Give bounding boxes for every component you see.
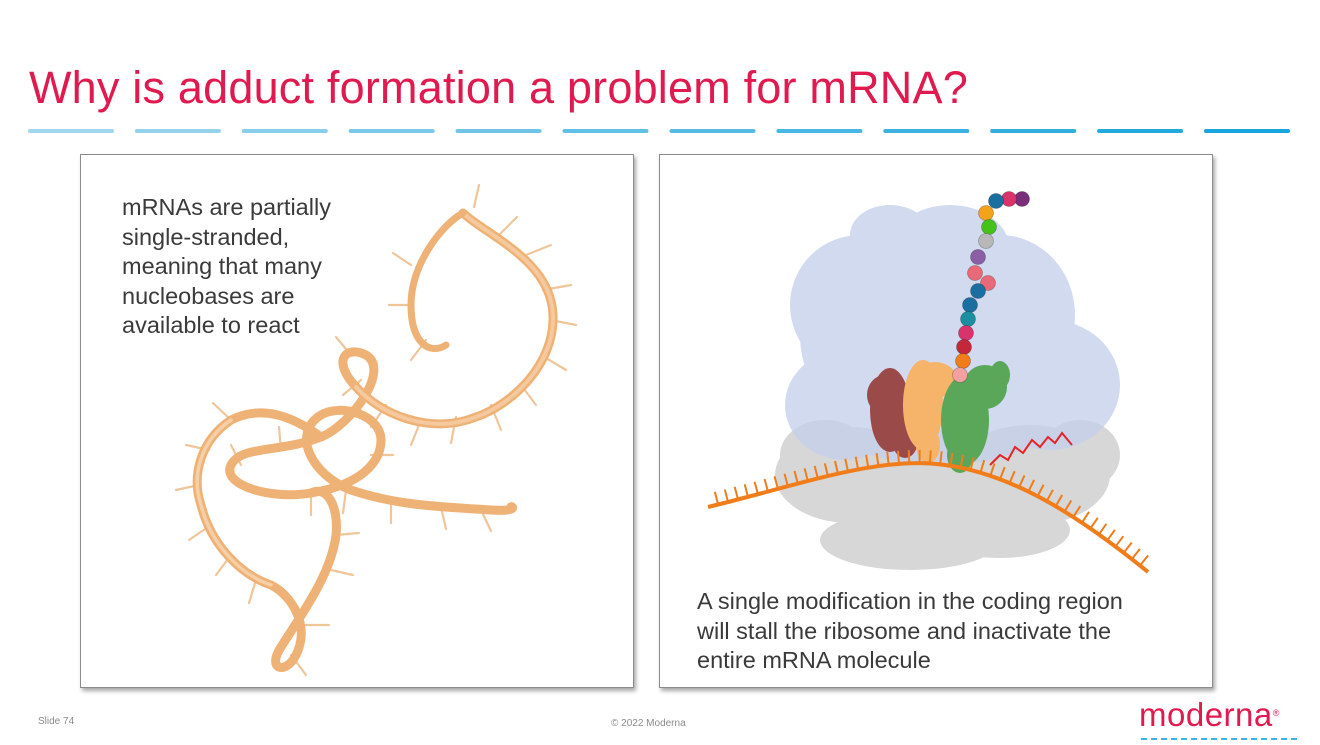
ribosome-panel [659,154,1213,688]
amino-acid-bead [971,284,986,299]
codon-tick [735,487,738,500]
rna-description [122,193,392,341]
text-line: mRNAs are partially [122,194,331,220]
nucleobase-tick [526,245,551,255]
divider-dash [990,129,1076,133]
text-line: available to react [122,312,300,338]
codon-tick [1140,555,1148,565]
codon-tick [1090,518,1097,529]
text-line: will stall the ribosome and inactivate the [697,617,1112,644]
codon-tick [1116,536,1124,546]
divider-dash [135,129,221,133]
divider-dash [1097,129,1183,133]
nucleobase-tick [331,570,353,575]
logo-dash [1231,738,1237,740]
divider-dash [456,129,542,133]
amino-acid-bead [956,354,971,369]
text-line: entire mRNA molecule [697,647,931,673]
amino-acid-bead [979,206,994,221]
logo-wordmark: moderna® [1139,696,1280,733]
divider-dash [670,129,756,133]
nucleobase-tick [499,217,517,235]
logo-dash [1151,738,1157,740]
amino-acid-bead [953,368,968,383]
nucleobase-tick [474,185,479,207]
logo-dash [1181,738,1187,740]
logo-dash [1211,738,1217,740]
divider-dash [776,129,862,133]
rna-structure-panel [80,154,634,688]
codon-tick [1107,530,1115,541]
logo-dash [1291,738,1297,740]
slide-title: Why is adduct formation a problem for mRNA? [29,62,968,113]
logo-dash [1221,738,1227,740]
logo-dash [1201,738,1207,740]
logo-dash [1191,738,1197,740]
copyright-notice: © 2022 Moderna [611,718,686,729]
codon-tick [930,450,931,463]
logo-underline [1141,737,1301,741]
divider-dash [28,129,114,133]
text-line: nucleobases are [122,282,295,309]
logo-dash [1281,738,1287,740]
text-line: A single modification in the coding region [697,588,1123,614]
codon-tick [715,492,718,505]
amino-acid-bead [961,312,976,327]
nucleobase-tick [343,490,346,513]
amino-acid-bead [1002,192,1017,207]
title-divider [28,128,1290,136]
divider-dash [883,129,969,133]
logo-dash [1161,738,1167,740]
text-line: meaning that many [122,253,322,279]
amino-acid-bead [982,220,997,235]
logo-dash [1141,738,1147,740]
codon-tick [755,482,758,495]
codon-tick [1124,543,1132,553]
logo-dash [1251,738,1257,740]
amino-acid-bead [989,194,1004,209]
text-line: single-stranded, [122,223,290,250]
divider-dash [242,129,328,133]
logo-dash [1171,738,1177,740]
codon-tick [1099,524,1107,535]
divider-dash [349,129,435,133]
amino-acid-bead [963,298,978,313]
codon-tick [765,479,768,492]
codon-tick [725,490,728,503]
moderna-logo [1139,696,1304,744]
nucleobase-tick [393,253,411,265]
amino-acid-bead [957,340,972,355]
slide-number: Slide 74 [38,716,75,727]
codon-tick [1082,512,1089,523]
codon-tick [898,451,899,464]
amino-acid-bead [979,234,994,249]
codon-tick [1132,549,1140,559]
codon-tick [745,484,748,497]
amino-acid-bead [968,266,983,281]
divider-dash [1204,129,1290,133]
amino-acid-bead [971,250,986,265]
logo-dash [1271,738,1277,740]
logo-dash [1241,738,1247,740]
divider-dash [563,129,649,133]
ribosome-description [697,587,1217,676]
amino-acid-bead [959,326,974,341]
nucleobase-tick [249,580,256,603]
logo-dash [1261,738,1267,740]
